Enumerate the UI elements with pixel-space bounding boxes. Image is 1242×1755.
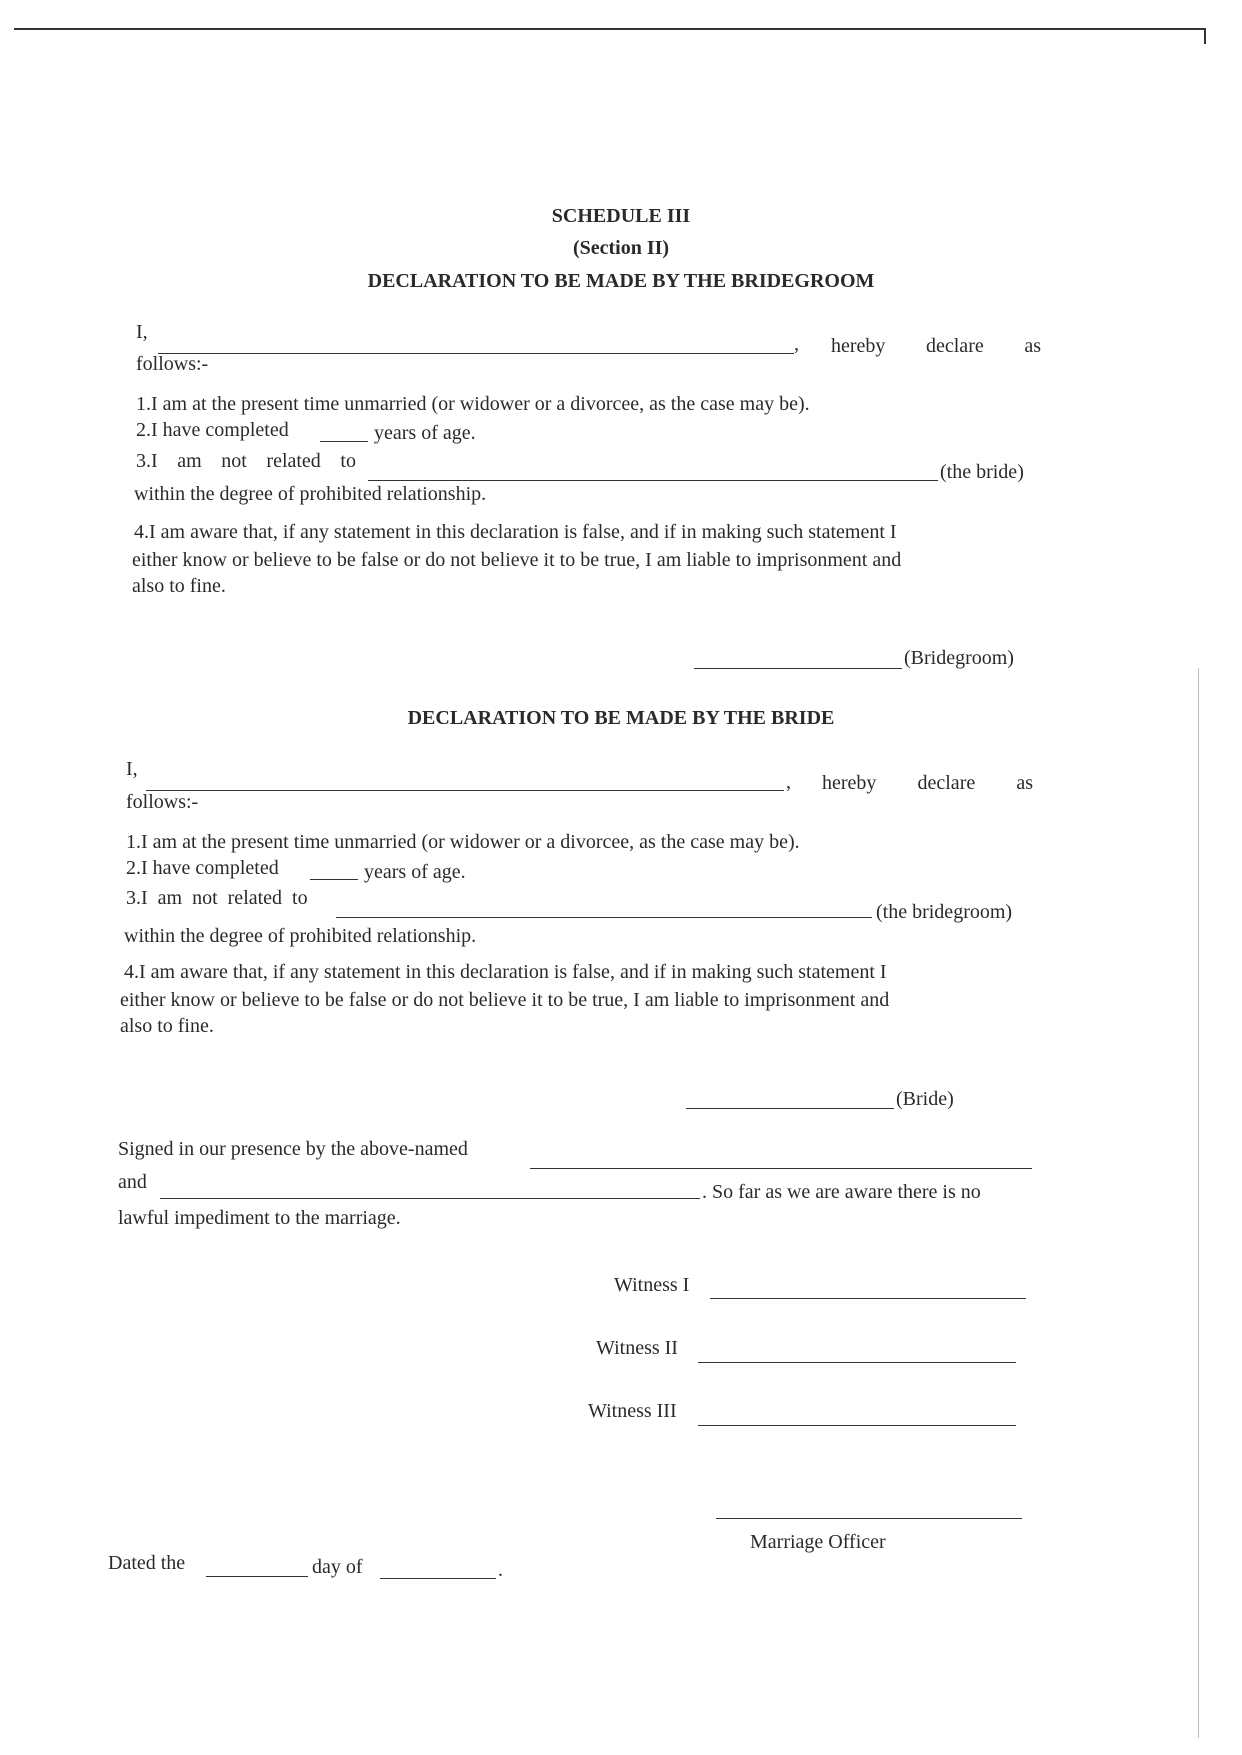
top-border-rule (14, 28, 1206, 30)
item3-word-4: related (266, 450, 321, 472)
witness-2-line[interactable] (698, 1362, 1016, 1363)
bride-item-4-line-2: either know or believe to be false or do not believe it to be true, I am liable to imprisonment and (120, 989, 890, 1011)
date-period: . (498, 1559, 503, 1581)
bridegroom-item-2-end: years of age. (374, 422, 476, 444)
as-word: as (1016, 772, 1033, 794)
item3-word-1: 3.I (136, 450, 158, 472)
bride-follows: follows:- (126, 791, 199, 813)
bridegroom-declaration-title: DECLARATION TO BE MADE BY THE BRIDEGROOM (367, 270, 875, 292)
item3-word-3: not (221, 450, 247, 472)
bridegroom-item-2-start: 2.I have completed (136, 419, 289, 441)
bridegroom-age-blank[interactable] (320, 441, 368, 442)
witness-2-label: Witness II (596, 1337, 678, 1359)
bridegroom-item-3-end: within the degree of prohibited relationship. (134, 483, 487, 505)
hereby-word: hereby (822, 772, 877, 794)
witness-3-label: Witness III (588, 1400, 677, 1422)
lawful-impediment-text: lawful impediment to the marriage. (118, 1207, 401, 1229)
bride-name-blank[interactable] (146, 790, 784, 791)
marriage-officer-line[interactable] (716, 1518, 1022, 1519)
marriage-officer-label: Marriage Officer (750, 1531, 886, 1553)
bride-name-blank[interactable] (368, 480, 938, 481)
as-word: as (1024, 335, 1041, 357)
bridegroom-item-4-line-1: 4.I am aware that, if any statement in this declaration is false, and if in making such statement I (134, 521, 897, 543)
and-word: and (118, 1171, 147, 1193)
witness-1-label: Witness I (614, 1274, 690, 1296)
section-heading: (Section II) (572, 237, 670, 259)
bride-item-3-end: within the degree of prohibited relationship. (124, 925, 477, 947)
bride-item-4-line-1: 4.I am aware that, if any statement in this declaration is false, and if in making such statement I (124, 961, 887, 983)
signed-presence-text: Signed in our presence by the above-named (118, 1138, 468, 1160)
bridegroom-name-comma: , (794, 333, 799, 355)
bride-declare-phrase (822, 771, 1033, 795)
bridegroom-item-4-line-2: either know or believe to be false or do not believe it to be true, I am liable to imprisonment and (132, 549, 902, 571)
bride-signature-label: (Bride) (896, 1088, 954, 1110)
item3-word-5: to (340, 450, 356, 472)
witness-1-line[interactable] (710, 1298, 1026, 1299)
bride-item-2-start: 2.I have completed (126, 857, 279, 879)
witness-3-line[interactable] (698, 1425, 1016, 1426)
bridegroom-item-3-bride-label: (the bride) (940, 461, 1024, 483)
bride-age-blank[interactable] (310, 879, 358, 880)
no-impediment-text: . So far as we are aware there is no (702, 1181, 981, 1203)
bride-item-4-line-3: also to fine. (120, 1015, 214, 1037)
right-margin-rule (1198, 668, 1199, 1738)
item3-word-2: am (177, 450, 202, 472)
bridegroom-declare-phrase (831, 334, 1041, 358)
bride-item-3-bridegroom-label: (the bridegroom) (876, 901, 1013, 923)
bridegroom-item-4-line-3: also to fine. (132, 575, 226, 597)
bride-item-3-start: 3.I am not related to (126, 887, 308, 909)
bridegroom-name-blank-2[interactable] (336, 917, 872, 918)
schedule-heading: SCHEDULE III (551, 205, 691, 227)
bridegroom-item-3-start (136, 449, 356, 473)
bride-item-1: 1.I am at the present time unmarried (or widower or a divorcee, as the case may be). (126, 831, 800, 853)
dated-the-label: Dated the (108, 1552, 186, 1574)
bride-i-label: I, (126, 758, 138, 780)
declare-word: declare (917, 772, 976, 794)
date-day-blank[interactable] (206, 1576, 308, 1577)
above-named-blank[interactable] (530, 1168, 1032, 1169)
bridegroom-i-label: I, (136, 321, 148, 343)
second-party-blank[interactable] (160, 1198, 700, 1199)
bridegroom-follows: follows:- (136, 353, 209, 375)
bridegroom-item-1: 1.I am at the present time unmarried (or widower or a divorcee, as the case may be). (136, 393, 810, 415)
bride-name-comma: , (786, 771, 791, 793)
date-month-blank[interactable] (380, 1578, 496, 1579)
bride-signature-line[interactable] (686, 1108, 894, 1109)
hereby-word: hereby (831, 335, 886, 357)
top-border-tick (1204, 28, 1206, 44)
day-of-label: day of (312, 1556, 363, 1578)
bridegroom-signature-line[interactable] (694, 668, 902, 669)
declare-word: declare (926, 335, 984, 357)
bride-declaration-title: DECLARATION TO BE MADE BY THE BRIDE (407, 707, 835, 729)
bridegroom-signature-label: (Bridegroom) (904, 647, 1014, 669)
bride-item-2-end: years of age. (364, 861, 466, 883)
bridegroom-name-blank[interactable] (158, 353, 794, 354)
